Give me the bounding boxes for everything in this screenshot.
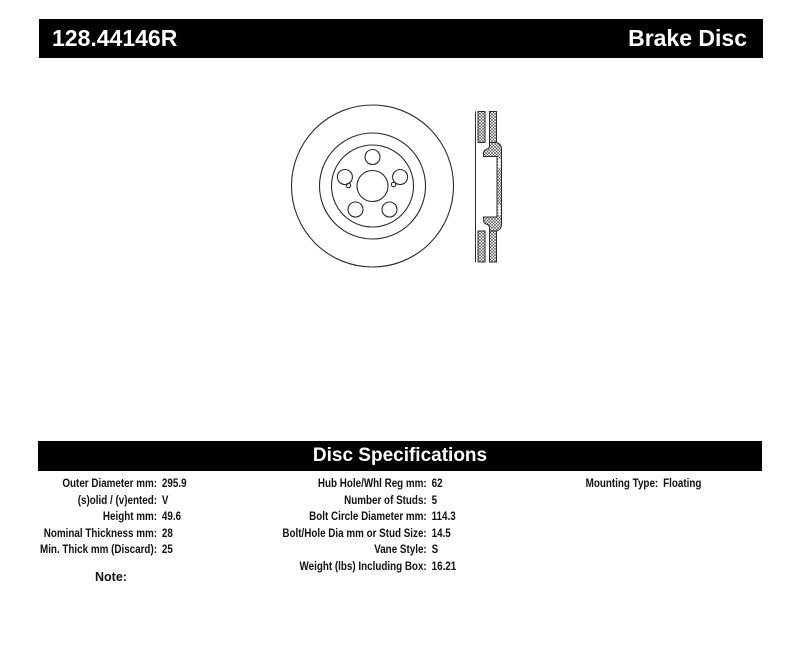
spec-label: Hub Hole/Whl Reg mm:	[317, 476, 427, 490]
set-screw-hole	[391, 182, 395, 186]
spec-value: Floating	[663, 476, 702, 490]
hat-rim-circle	[332, 145, 414, 227]
product-type-title: Brake Disc	[628, 25, 747, 51]
spec-value: 16.21	[431, 558, 457, 573]
spec-value: S	[431, 542, 439, 556]
spec-section-title: Disc Specifications	[312, 445, 488, 466]
spec-value: 25	[161, 542, 173, 556]
spec-label: Weight (lbs) Including Box:	[299, 558, 427, 573]
spec-value: 295.9	[161, 476, 187, 490]
spec-label: Min. Thick mm (Discard):	[39, 542, 158, 556]
spec-label: Outer Diameter mm:	[62, 476, 157, 490]
spec-row-hub-hole	[275, 475, 456, 492]
spec-value: 28	[161, 525, 173, 540]
outer-diameter-circle	[292, 105, 454, 267]
spec-label: Number of Studs:	[344, 492, 427, 507]
stud-hole	[365, 150, 380, 165]
bottom-inboard-plate-section	[490, 231, 497, 262]
spec-section-bar	[38, 441, 762, 471]
spec-row-nominal-thickness	[34, 525, 187, 542]
brake-disc-front-view-drawing	[292, 105, 454, 267]
spec-row-bolt-circle-diameter	[275, 508, 456, 525]
spec-label: Bolt/Hole Dia mm or Stud Size:	[282, 525, 427, 540]
stud-hole	[337, 170, 352, 185]
spec-label: Nominal Thickness mm:	[43, 525, 158, 540]
spec-column-right	[568, 475, 701, 492]
stud-hole	[382, 202, 397, 217]
spec-row-outer-diameter	[34, 475, 187, 492]
spec-row-bolt-hole-dia	[275, 525, 456, 542]
spec-row-solid-vented	[34, 492, 187, 509]
top-inboard-plate-section	[490, 112, 497, 143]
stud-hole	[348, 202, 363, 217]
spec-row-min-thickness	[34, 541, 187, 558]
spec-value: 5	[431, 492, 438, 507]
spec-value: 114.3	[431, 509, 456, 523]
spec-row-weight	[275, 558, 456, 575]
spec-column-left	[34, 475, 187, 558]
spec-label: (s)olid / (v)ented:	[77, 492, 157, 507]
spec-row-mounting-type	[568, 475, 701, 492]
spec-label: Mounting Type:	[585, 476, 659, 490]
mounting-face-bolt-slot	[498, 159, 500, 169]
top-outboard-plate-section	[478, 112, 485, 143]
hub-center-hole	[357, 171, 388, 202]
hat-section-profile	[484, 143, 502, 232]
spec-column-middle	[275, 475, 456, 574]
part-number: 128.44146R	[52, 25, 178, 51]
bottom-outboard-plate-section	[478, 231, 485, 262]
mounting-face-bolt-slot	[498, 205, 500, 215]
friction-surface-inner-circle	[320, 133, 426, 239]
note-label: Note:	[95, 570, 127, 584]
spec-value: 49.6	[161, 509, 182, 523]
spec-value: V	[161, 492, 169, 507]
spec-value: 14.5	[431, 525, 451, 540]
spec-row-number-of-studs	[275, 492, 456, 509]
spec-label: Height mm:	[102, 509, 157, 523]
spec-label: Vane Style:	[374, 542, 427, 556]
brake-disc-cross-section-drawing	[476, 112, 502, 263]
spec-label: Bolt Circle Diameter mm:	[309, 509, 427, 523]
spec-row-vane-style	[275, 541, 456, 558]
spec-row-height	[34, 508, 187, 525]
spec-value: 62	[431, 476, 443, 490]
